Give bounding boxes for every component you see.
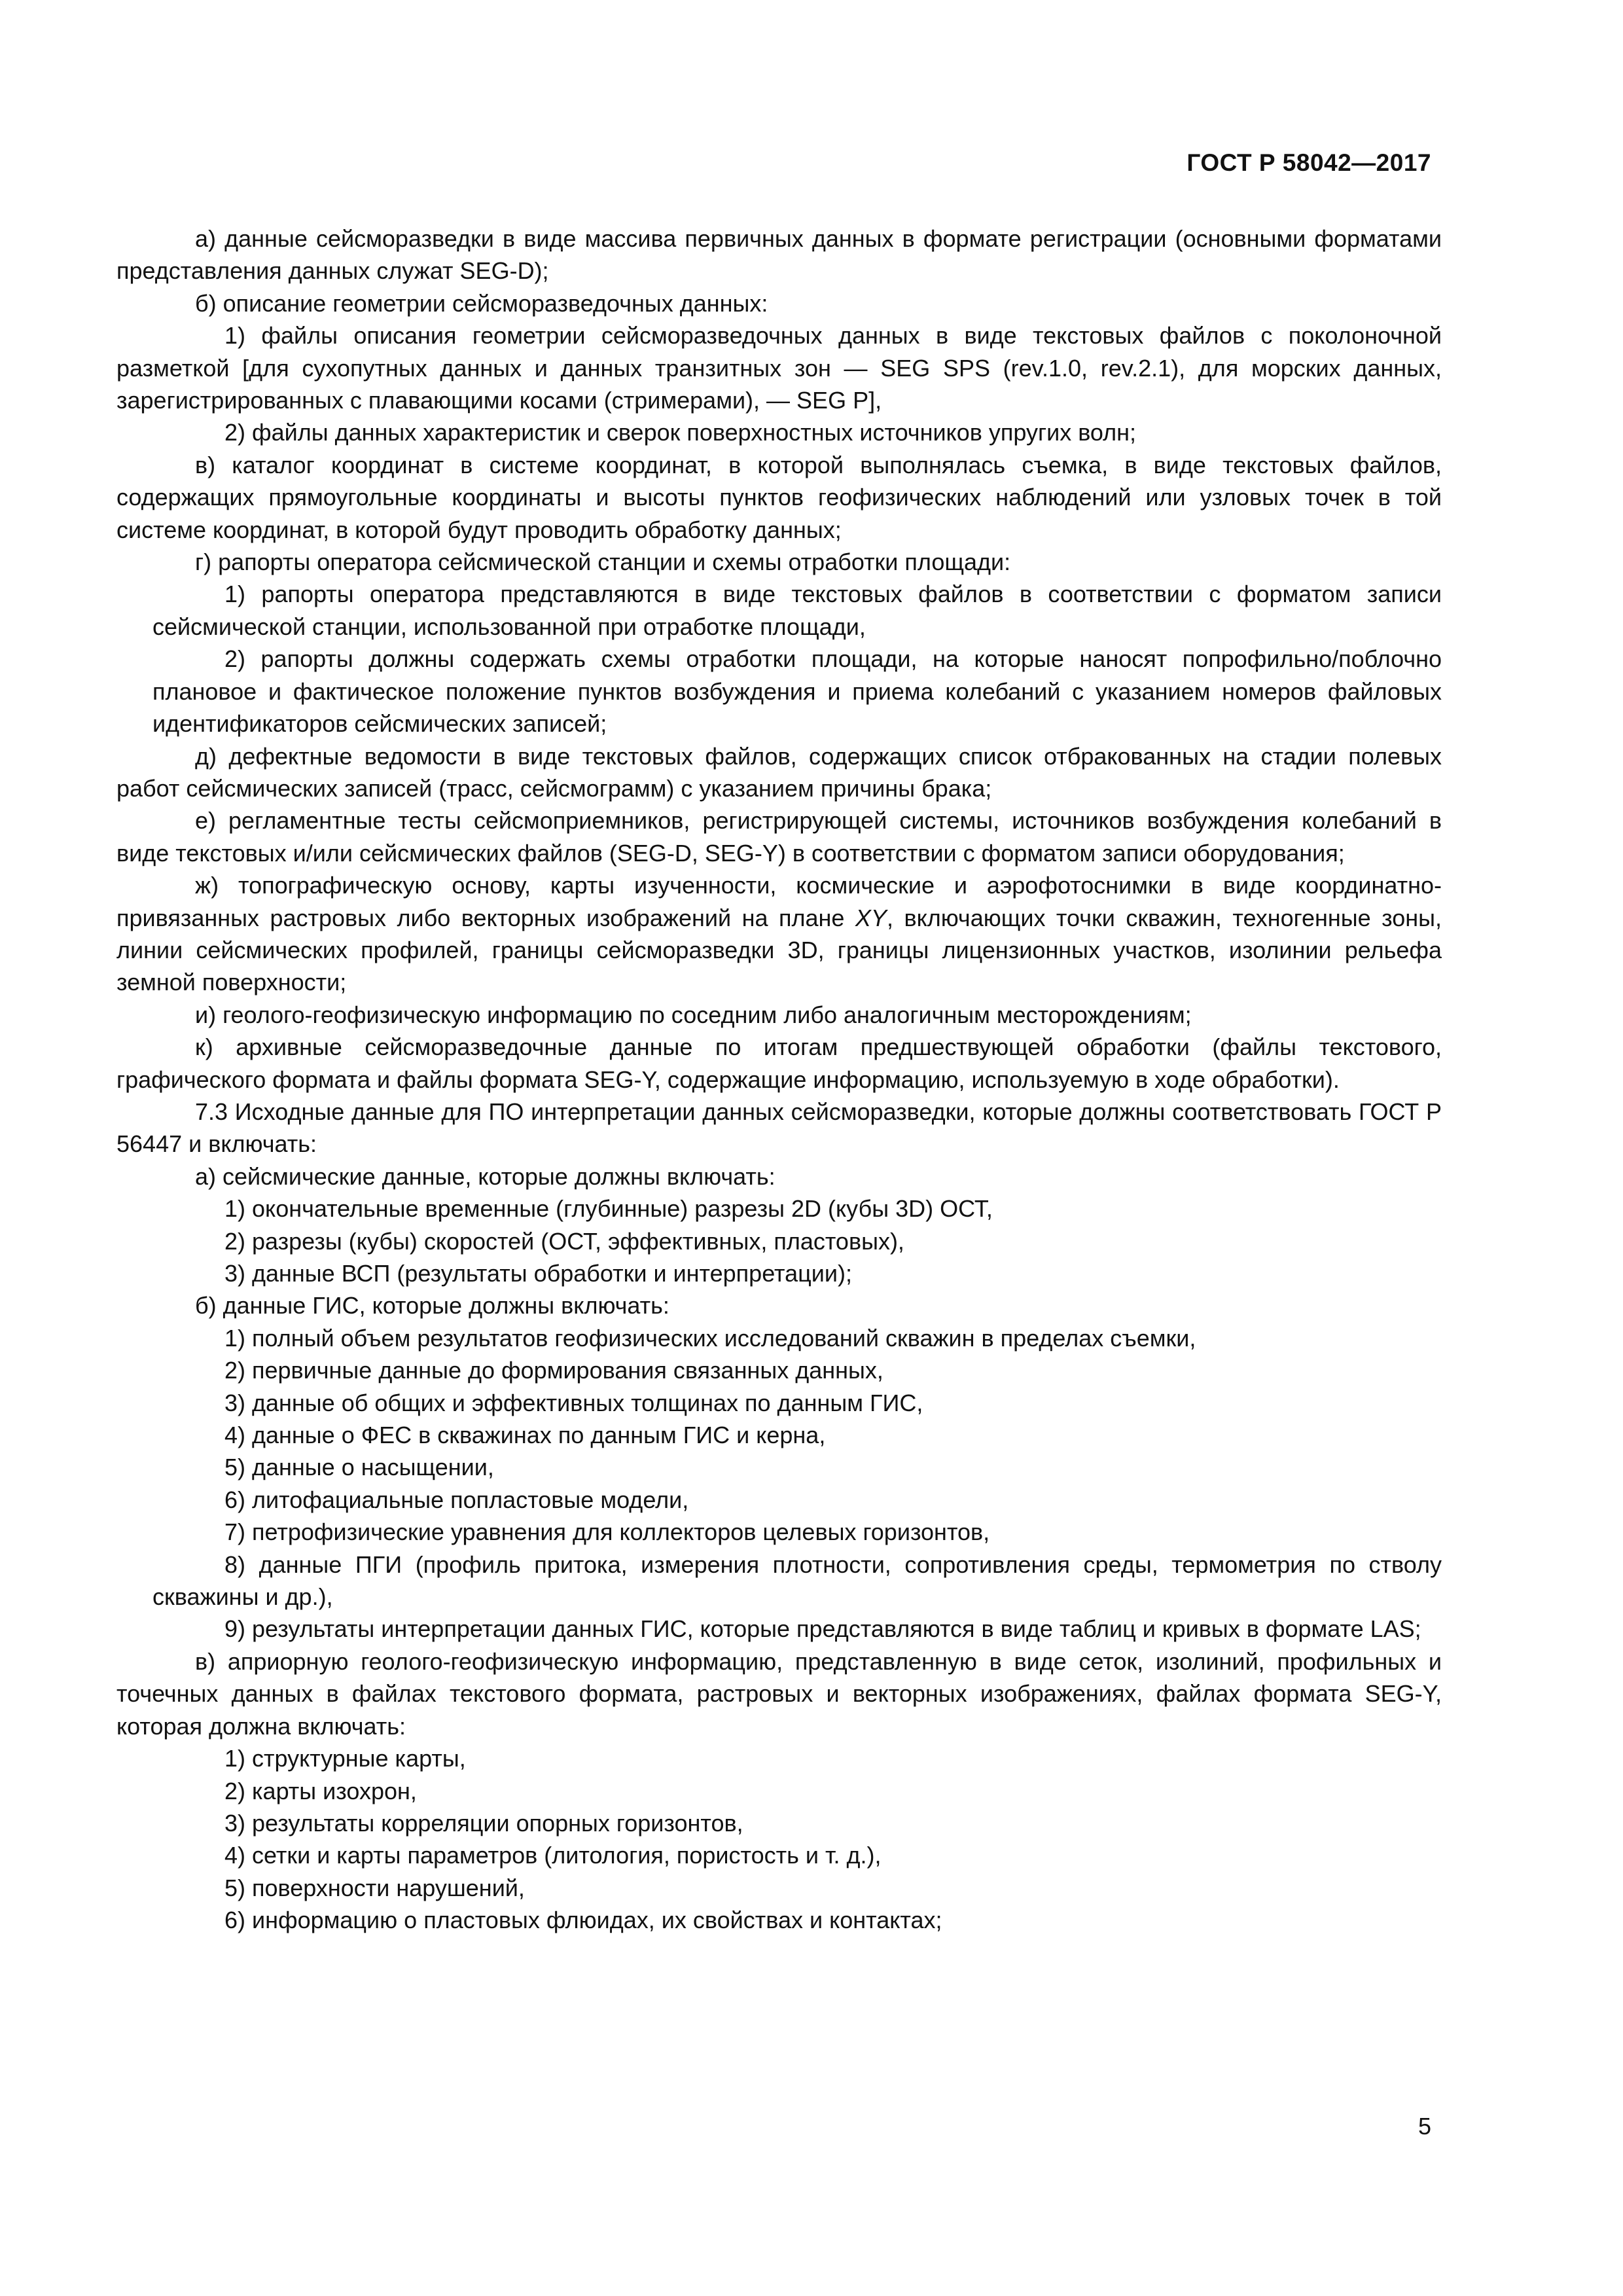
paragraph: б) описание геометрии сейсморазведочных данных: (195, 289, 768, 317)
paragraph: и) геолого-геофизическую информацию по соседним либо аналогичным месторождениям; (195, 1001, 1192, 1028)
page-number: 5 (1418, 2113, 1431, 2140)
paragraph: в) каталог координат в системе координат, в которой выполнялась съемка, в виде текстовых файлов, содержащих прямоугольные координаты и высоты пунктов геофизических наблюдений или узловых точек в той системе координат, в которой будут проводить обработку данных; (116, 451, 1442, 543)
list-item: 4) данные о ФЕС в скважинах по данным ГИС и керна, (224, 1422, 826, 1449)
paragraph: а) данные сейсморазведки в виде массива первичных данных в формате регистрации (основными форматами представления данных служат SEG-D); (116, 225, 1442, 285)
list-item: 1) полный объем результатов геофизических исследований скважин в пределах съемки, (224, 1324, 1196, 1352)
paragraph: г) рапорты оператора сейсмической станции и схемы отработки площади: (195, 548, 1011, 576)
paragraph: д) дефектные ведомости в виде текстовых файлов, содержащих список отбракованных на стадии полевых работ сейсмических записей (трасс, сейсмограмм) с указанием причины брака; (116, 742, 1442, 802)
list-item: 5) данные о насыщении, (224, 1454, 494, 1481)
list-item: 2) первичные данные до формирования связанных данных, (224, 1357, 883, 1384)
list-item: 3) данные ВСП (результаты обработки и интерпретации); (224, 1260, 852, 1287)
list-item: 2) разрезы (кубы) скоростей (ОСТ, эффективных, пластовых), (224, 1227, 904, 1255)
paragraph: б) данные ГИС, которые должны включать: (195, 1292, 669, 1319)
list-item: 8) данные ПГИ (профиль притока, измерения плотности, сопротивления среды, термометрия по стволу скважины и др.), (152, 1551, 1442, 1611)
paragraph: а) сейсмические данные, которые должны включать: (195, 1162, 776, 1190)
paragraph: 1) файлы описания геометрии сейсморазведочных данных в виде текстовых файлов с поколоночной разметкой [для сухопутных данных и данных транзитных зон — SEG SPS (rev.1.0, rev.2.1), для морских данных, зарегистрированных с плавающими косами (стримерами), — SEG P], (116, 322, 1442, 414)
paragraph: 2) рапорты должны содержать схемы отработки площади, на которые наносят попрофильно/поблочно плановое и фактическое положение пунктов возбуждения и приема колебаний с указанием номеров файловых идентификаторов сейсмических записей; (152, 645, 1442, 738)
paragraph: 2) файлы данных характеристик и сверок поверхностных источников упругих волн; (224, 419, 1137, 446)
list-item: 7) петрофизические уравнения для коллекторов целевых горизонтов, (224, 1518, 990, 1546)
list-item: 1) окончательные временные (глубинные) разрезы 2D (кубы 3D) ОСТ, (224, 1195, 993, 1223)
list-item: 5) поверхности нарушений, (224, 1874, 525, 1901)
paragraph: в) априорную геолого-геофизическую информацию, представленную в виде сеток, изолиний, профильных и точечных данных в файлах текстового формата, растровых и векторных изображениях, файлах формата SEG-Y, которая должна включать: (116, 1647, 1442, 1740)
list-item: 9) результаты интерпретации данных ГИС, которые представляются в виде таблиц и кривых в формате LAS; (224, 1615, 1421, 1643)
paragraph: е) регламентные тесты сейсмоприемников, регистрирующей системы, источников возбуждения колебаний в виде текстовых и/или сейсмических файлов (SEG-D, SEG-Y) в соответствии с форматом записи оборудования; (116, 807, 1442, 867)
document-code: ГОСТ Р 58042—2017 (1186, 149, 1431, 176)
italic-term: XY (855, 904, 887, 931)
list-item: 1) структурные карты, (224, 1745, 466, 1772)
list-item: 3) результаты корреляции опорных горизонтов, (224, 1809, 743, 1837)
list-item: 2) карты изохрон, (224, 1777, 417, 1804)
list-item: 6) информацию о пластовых флюидах, их свойствах и контактах; (224, 1907, 942, 1934)
section-paragraph: 7.3 Исходные данные для ПО интерпретации данных сейсморазведки, которые должны соответствовать ГОСТ Р 56447 и включать: (116, 1098, 1442, 1158)
document-body (116, 223, 1442, 1937)
paragraph: к) архивные сейсморазведочные данные по итогам предшествующей обработки (файлы текстового, графического формата и файлы формата SEG-Y, содержащие информацию, используемую в ходе обработки). (116, 1033, 1442, 1093)
list-item: 3) данные об общих и эффективных толщинах по данным ГИС, (224, 1389, 923, 1416)
paragraph: 1) рапорты оператора представляются в виде текстовых файлов в соответствии с форматом записи сейсмической станции, использованной при отработке площади, (152, 581, 1442, 640)
paragraph-zh (116, 869, 1442, 999)
paragraph-zh-start: ж) топографическую основу, карты изученности, космические и аэрофотоснимки в виде координатно-привязанных растровых либо векторных изображений на плане (116, 872, 1442, 931)
list-item: 6) литофациальные попластовые модели, (224, 1486, 689, 1513)
list-item: 4) сетки и карты параметров (литология, пористость и т. д.), (224, 1842, 882, 1869)
paragraph-zh-end: , включающих точки скважин, техногенные зоны, линии сейсмических профилей, границы сейсморазведки 3D, границы лицензионных участков, изолинии рельефа земной поверхности; (116, 904, 1442, 996)
